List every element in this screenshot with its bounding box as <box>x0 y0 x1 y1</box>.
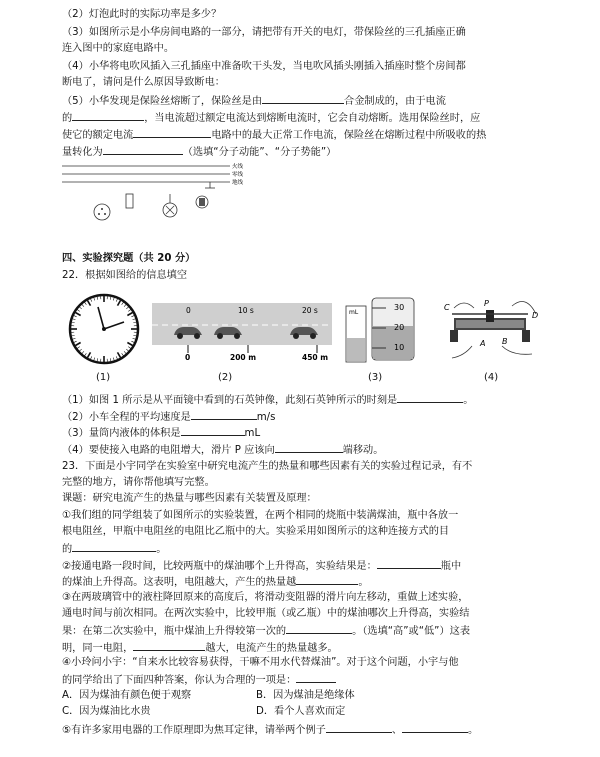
clock-tick <box>73 319 76 320</box>
q5-text: ，当电流超过额定电流达到熔断电流时，它会自动熔断。选用保险丝时，应 <box>144 113 481 124</box>
q5-text: 电路中的最大正常工作电流，保险丝在熔断过程中所吸收的热 <box>211 130 487 141</box>
clock-tick <box>77 347 79 349</box>
q23-text: 明，同一电阻， <box>62 643 134 654</box>
cyl-tick-10: 10 <box>394 343 405 352</box>
rheo-label-d: D <box>532 311 539 320</box>
section-title: 四、实验探究题（共 20 分） <box>62 253 196 264</box>
q23-text: 的煤油上升得高。这表明，电阻越大，产生的热量越 <box>62 577 297 588</box>
q5-line2 <box>62 110 480 126</box>
switch-icon <box>196 196 208 208</box>
clock-tick <box>113 298 114 301</box>
clock-tick <box>79 307 81 309</box>
q5-text: 的 <box>62 113 73 124</box>
lamp-icon <box>163 194 177 217</box>
fuse-icon <box>126 194 133 208</box>
q23-line3: 课题：研究电流产生的热量与哪些因素有关装置及原理： <box>62 493 317 504</box>
q22-title: 22．根据如图给的信息填空 <box>62 270 188 281</box>
circuit-figure <box>62 158 262 230</box>
cars-figure <box>152 303 332 361</box>
socket-icon <box>94 204 110 220</box>
clock-tick <box>74 341 77 342</box>
wire-label-neutral: 零线 <box>232 172 244 178</box>
q22-text: （4）要使接入电路的电阻增大，滑片 P 应该向 <box>62 445 275 456</box>
clock-tick <box>97 297 98 300</box>
q23-line9: ③在两玻璃管中的液柱降回原来的高度后，将滑动变阻器的滑片向左移动，重做上述实验， <box>62 592 469 603</box>
clock-tick <box>126 349 128 351</box>
cyl-tick-20: 20 <box>394 323 405 332</box>
rheo-label-p: P <box>484 299 489 308</box>
q23-blank-current[interactable] <box>133 640 205 651</box>
q23-line4: ①我们组的同学组装了如图所示的实验装置，在两个相同的烧瓶中装满煤油，瓶中各放一 <box>62 510 459 521</box>
clock-tick <box>73 338 76 339</box>
rheo-label-c: C <box>444 303 450 312</box>
q5-blank-3[interactable] <box>133 127 211 138</box>
q5-text: 使它的额定电流 <box>62 130 134 141</box>
q23-line6 <box>62 541 166 557</box>
q23-line12 <box>62 640 338 656</box>
clock-tick <box>94 358 95 361</box>
fig-label-1: (1) <box>96 372 111 383</box>
clock-tick <box>127 313 132 316</box>
q23-text: 。 <box>156 544 167 555</box>
clock-tick <box>126 307 128 309</box>
clock-tick <box>85 353 87 355</box>
q22-1-blank[interactable] <box>397 392 463 403</box>
q23-blank-example-2[interactable] <box>402 722 468 733</box>
q22-2 <box>62 409 275 425</box>
clock-tick <box>113 358 114 361</box>
q23-text: 果：在第二次实验中，瓶中煤油上升得较第一次的 <box>62 626 287 637</box>
q23-blank-heat[interactable] <box>296 574 358 585</box>
dist-label-450: 450 m <box>302 353 329 362</box>
q5-text: 量转化为 <box>62 147 103 158</box>
q23-text: 。 <box>358 577 369 588</box>
fig-label-4: (4) <box>484 372 499 383</box>
clock-tick <box>128 347 130 349</box>
q5-text: （5）小华发现是保险丝熔断了，保险丝是由 <box>62 96 263 107</box>
q23-blank-purpose[interactable] <box>72 541 156 552</box>
q3-line2: 连入图中的家庭电路中。 <box>62 43 175 54</box>
q23-line14: 的同学给出了下面四种答案，你认为合理的一项是： <box>62 672 336 688</box>
clock-tick <box>82 304 84 306</box>
q3-line1: （3）如图所示是小华房间电路的一部分，请把带有开关的电灯，带保险丝的三孔插座正确 <box>62 27 466 38</box>
q4-line2: 断电了，请问是什么原因导致断电： <box>62 77 225 88</box>
rheostat-figure <box>442 296 542 362</box>
q5-blank-1[interactable] <box>262 93 344 104</box>
option-b[interactable]: B．因为煤油是绝缘体 <box>256 690 355 701</box>
q22-3 <box>62 425 260 441</box>
q23-text: ②接通电路一段时间，比较两瓶中的煤油哪个上升得高，实验结果是： <box>62 561 377 572</box>
q23-line11 <box>62 623 470 639</box>
q23-blank-example-1[interactable] <box>326 722 392 733</box>
clock-tick <box>82 351 84 353</box>
q23-text: 越大，电流产生的热量越多。 <box>205 643 338 654</box>
cyl-tick-30: 30 <box>394 303 405 312</box>
clock-tick <box>118 300 121 305</box>
clock-tick <box>72 335 75 336</box>
q23-line10: 通电时间与前次相同。在两次实验中，比较甲瓶（或乙瓶）中的煤油哪次上升得高，实验结 <box>62 608 470 619</box>
q22-4 <box>62 442 383 458</box>
q23-line13: ④小玲问小宇：“自来水比较容易获得，干嘛不用水代替煤油”。对于这个问题，小宇与他 <box>62 657 459 668</box>
clock-tick <box>74 316 77 317</box>
q22-text: m/s <box>256 412 276 423</box>
fig-label-2: (2) <box>218 372 233 383</box>
clock-tick <box>131 316 134 317</box>
time-label-20: 20 s <box>302 306 318 315</box>
clock-tick <box>75 313 80 316</box>
q23-blank-choice[interactable] <box>296 672 336 683</box>
clock-tick <box>133 322 136 323</box>
q23-text: 。 <box>468 725 479 736</box>
cyl-unit: mL <box>349 309 359 316</box>
cylinder-figure <box>346 298 416 364</box>
q23-text: 的 <box>62 544 73 555</box>
q23-text: 、 <box>391 725 403 736</box>
q22-text: 端移动。 <box>342 445 384 456</box>
clock-tick <box>79 349 81 351</box>
q22-text: 。 <box>463 395 474 406</box>
q23-line1: 23．下面是小宇同学在实验室中研究电流产生的热量和哪些因素有关的实验过程记录，有不 <box>62 461 473 472</box>
clock-tick <box>116 356 117 359</box>
q22-text: （1）如图 1 所示是从平面镜中看到的石英钟像，此刻石英钟所示的时刻是 <box>62 395 398 406</box>
q5-line1 <box>62 93 446 109</box>
option-c[interactable]: C．因为煤油比水贵 <box>62 706 151 717</box>
clock-tick <box>94 298 95 301</box>
q5-text: 合金制成的，由于电流 <box>344 96 446 107</box>
clock-tick <box>131 341 134 342</box>
q23-text: 瓶中 <box>440 561 462 572</box>
q23-line8 <box>62 574 369 590</box>
q23-text: ⑤有许多家用电器的工作原理即为焦耳定律，请举两个例子 <box>62 725 326 736</box>
fig-label-3: (3) <box>368 372 383 383</box>
clock-figure <box>68 293 140 365</box>
clock-tick <box>118 352 121 357</box>
q23-blank-height[interactable] <box>286 623 352 634</box>
clock-tick <box>88 300 91 305</box>
q23-line15 <box>62 722 478 738</box>
clock-tick <box>122 302 124 304</box>
dist-label-0: 0 <box>185 353 191 362</box>
q5-line3 <box>62 127 486 143</box>
q5-blank-4[interactable] <box>103 144 183 155</box>
clock-tick <box>116 299 117 302</box>
clock-tick <box>91 299 92 302</box>
clock-tick <box>91 356 92 359</box>
clock-tick <box>110 297 111 300</box>
wire-label-ground: 地线 <box>232 180 244 186</box>
q23-blank-bottle[interactable] <box>377 558 441 569</box>
q23-line5: 根电阻丝，甲瓶中电阻丝的电阻比乙瓶中的大。实验采用如图所示的这种连接方式的目 <box>62 526 450 537</box>
q22-text: mL <box>244 428 261 439</box>
clock-tick <box>97 358 98 361</box>
q5-text: （选填“分子动能”、“分子势能”） <box>182 147 337 158</box>
clock-tick <box>128 310 130 312</box>
clock-tick <box>133 319 136 320</box>
option-a[interactable]: A．因为煤油有颜色便于观察 <box>62 690 192 701</box>
time-label-0: 0 <box>186 306 191 315</box>
dist-label-200: 200 m <box>230 353 257 362</box>
clock-tick <box>124 351 126 353</box>
wire-label-live: 火线 <box>232 164 244 170</box>
q5-blank-2[interactable] <box>72 110 144 121</box>
clock-tick <box>124 304 126 306</box>
rheo-label-b: B <box>502 337 508 346</box>
clock-tick <box>133 335 136 336</box>
clock-tick <box>133 338 136 339</box>
rheo-label-a: A <box>480 339 486 348</box>
q22-2-blank[interactable] <box>191 409 257 420</box>
clock-tick <box>72 322 75 323</box>
clock-tick <box>110 358 111 361</box>
q4-line1: （4）小华将电吹风插入三孔插座中准备吹干头发，当电吹风插头刚插入插座时整个房间都 <box>62 61 466 72</box>
option-d[interactable]: D．看个人喜欢而定 <box>256 706 346 717</box>
q23-line7 <box>62 558 461 574</box>
clock-tick <box>127 343 132 346</box>
clock-tick <box>88 352 91 357</box>
q23-line2: 完整的地方，请你帮他填写完整。 <box>62 477 215 488</box>
clock-tick <box>85 302 87 304</box>
q22-4-blank[interactable] <box>275 442 343 453</box>
clock-tick <box>122 353 124 355</box>
q22-text: （3）量筒内液体的体积是 <box>62 428 181 439</box>
q22-text: （2）小车全程的平均速度是 <box>62 412 191 423</box>
q22-1 <box>62 392 473 408</box>
clock-tick <box>77 310 79 312</box>
q22-3-blank[interactable] <box>181 425 245 436</box>
time-label-10: 10 s <box>238 306 254 315</box>
q23-text: 。（选填“高”或“低”）这表 <box>352 626 471 637</box>
q2-text: （2）灯泡此时的实际功率是多少？ <box>62 9 222 20</box>
clock-tick <box>75 343 80 346</box>
